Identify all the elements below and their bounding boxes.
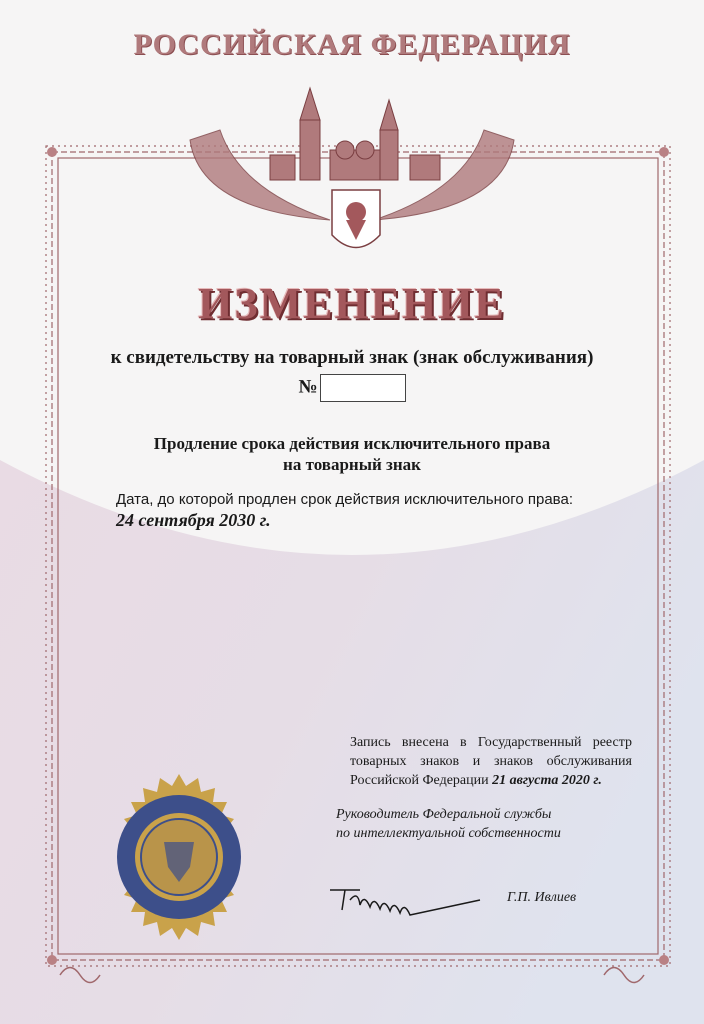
authority-line1: Руководитель Федеральной службы — [336, 807, 552, 822]
document-subtitle: к свидетельству на товарный знак (знак обслуживания) — [110, 347, 594, 368]
authority-title — [336, 805, 606, 843]
renewal-heading — [0, 433, 704, 475]
renewal-heading-line1: Продление срока действия исключительного права — [153, 434, 551, 453]
extension-date-label: Дата, до которой продлен срок действия исключительного права: — [116, 491, 573, 508]
number-prefix: № — [298, 376, 318, 398]
document-title: ИЗМЕНЕНИЕ — [198, 279, 506, 328]
registry-entry — [350, 733, 632, 790]
extension-date-value: 24 сентября 2030 г. — [116, 510, 271, 530]
registry-date: 21 августа 2020 г. — [492, 773, 602, 788]
registry-text: Запись внесена в Государственный реестр товарных знаков и знаков обслуживания Российской Федерации — [350, 735, 632, 788]
renewal-heading-line2: на товарный знак — [283, 455, 421, 474]
kremlin-emblem-icon — [180, 70, 524, 270]
signer-name: Г.П. Ивлиев — [507, 890, 577, 905]
country-title: РОССИЙСКАЯ ФЕДЕРАЦИЯ — [133, 28, 571, 61]
certificate-number-row — [0, 374, 704, 402]
certificate-number-redacted — [320, 374, 406, 402]
authority-line2: по интеллектуальной собственности — [336, 826, 561, 841]
official-seal-icon — [94, 772, 264, 942]
signature-icon — [320, 880, 500, 920]
